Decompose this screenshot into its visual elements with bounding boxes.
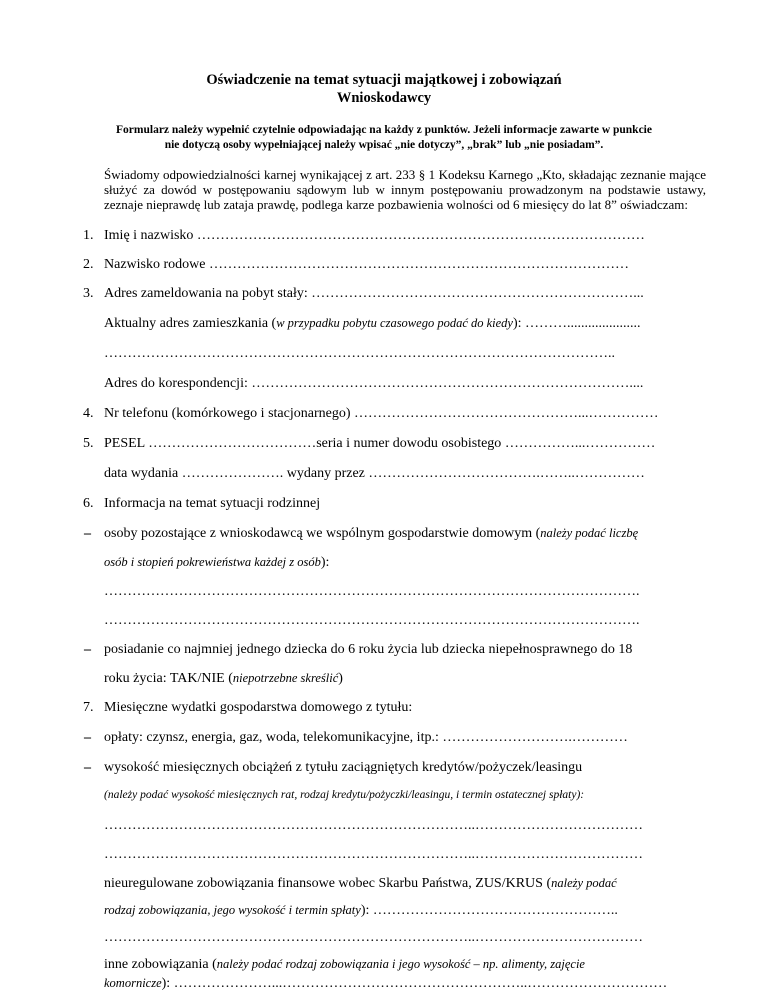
fill-dots-line[interactable]: ……………………………………………………………………………………………………. <box>104 584 640 599</box>
field-other-obligations-hint[interactable]: komornicze): …………………...……………………………………………..………………………… <box>104 976 668 991</box>
field-label: Imię i nazwisko <box>104 228 194 243</box>
document-subtitle: Wnioskodawcy <box>336 90 432 106</box>
field-household-members: osoby pozostające z wnioskodawcą we wspólnym gospodarstwie domowym (należy podać liczbę <box>104 526 639 541</box>
dash-bullet: – <box>84 642 91 657</box>
field-phone[interactable] <box>104 406 658 422</box>
item-number: 7. <box>83 700 94 715</box>
field-pesel-id[interactable] <box>104 436 655 452</box>
item-number: 5. <box>83 436 94 451</box>
item-number: 4. <box>83 406 94 421</box>
fill-dots: …………………. <box>181 466 284 481</box>
field-label: seria i numer dowodu osobistego <box>316 436 502 451</box>
fill-dots: …………………………………………...…………… <box>353 406 659 421</box>
fill-dots: ): ………..................... <box>512 316 641 331</box>
fill-dots-line[interactable]: ……………………………………………………………………………………………….. <box>104 346 615 361</box>
fill-dots-line[interactable]: ……………………………………………………………………..……………………………… <box>104 818 643 833</box>
field-children-question: posiadanie co najmniej jednego dziecka do 6 roku życia lub dziecka niepełnosprawnego do 18 <box>104 642 633 657</box>
declaration-paragraph: Świadomy odpowiedzialności karnej wynikającej z art. 233 § 1 Kodeksu Karnego „Kto, składając zeznanie mające służyć za dowód w postępowaniu sądowym lub w innym postępowaniu prowadzonym na podstawie ustawy, zeznaje nieprawdę lub zataja prawdę, podlega karze pozbawienia wolności od 6 miesięcy do lat 8” oświadczam: <box>104 167 706 212</box>
fill-dots: ……………...…………… <box>504 436 656 451</box>
field-maiden-name[interactable] <box>104 257 629 273</box>
field-label: Adres do korespondencji: <box>104 376 248 391</box>
document-title: Oświadczenie na temat sytuacji majątkowej i zobowiązań <box>206 72 562 88</box>
field-hint: niepotrzebne skreślić <box>232 671 339 685</box>
field-label: Aktualny adres zamieszkania ( <box>104 316 277 331</box>
field-label: wydany przez <box>286 466 365 481</box>
fill-dots-line[interactable]: ……………………………………………………………………..……………………………… <box>104 930 643 945</box>
item-number: 3. <box>83 286 94 301</box>
fill-dots: ……………………………………………………………………………… <box>208 257 629 272</box>
section-family-label: Informacja na temat sytuacji rodzinnej <box>104 496 321 511</box>
dash-bullet: – <box>84 730 91 745</box>
dash-bullet: – <box>84 526 91 541</box>
field-other-obligations: inne zobowiązania (należy podać rodzaj zobowiązania i jego wysokość – np. alimenty, zajęcie <box>104 957 585 972</box>
field-current-address[interactable] <box>104 316 641 332</box>
instruction-line-1: Formularz należy wypełnić czytelnie odpowiadając na każdy z punktów. Jeżeli informacje zawarte w punkcie <box>116 124 652 136</box>
field-state-liabilities-hint[interactable]: rodzaj zobowiązania, jego wysokość i termin spłaty): …………………………………………….. <box>104 903 618 918</box>
field-utility-fees[interactable] <box>104 730 628 746</box>
field-loan-obligations: wysokość miesięcznych obciążeń z tytułu zaciągniętych kredytów/pożyczek/leasingu <box>104 760 583 775</box>
field-permanent-address[interactable] <box>104 286 644 302</box>
field-correspondence-address[interactable] <box>104 376 643 392</box>
field-hint: w przypadku pobytu czasowego podać do kiedy <box>276 316 513 330</box>
field-hint: należy podać <box>551 876 617 890</box>
field-full-name[interactable] <box>104 228 645 244</box>
fill-dots: ……………………………….……..…………… <box>368 466 645 481</box>
fill-dots: ……………………………… <box>148 436 317 451</box>
field-hint: (należy podać wysokość miesięcznych rat, rodzaj kredytu/pożyczki/leasingu, i termin ostatecznej spłaty): <box>104 789 585 801</box>
fill-dots: ……………………………………………………………... <box>311 286 644 301</box>
field-label: data wydania <box>104 466 179 481</box>
fill-dots: ……………………………………………………………………….... <box>251 376 644 391</box>
fill-dots: …………………...……………………………………………..………………………… <box>173 976 668 991</box>
item-number: 6. <box>83 496 94 511</box>
fill-dots-line[interactable]: ……………………………………………………………………………………………………. <box>104 613 640 628</box>
field-household-hint: osób i stopień pokrewieństwa każdej z osób): <box>104 555 330 570</box>
field-label: opłaty: czynsz, energia, gaz, woda, telekomunikacyjne, itp.: <box>104 730 439 745</box>
field-state-liabilities: nieuregulowane zobowiązania finansowe wobec Skarbu Państwa, ZUS/KRUS (należy podać <box>104 876 617 891</box>
field-issue-date[interactable] <box>104 466 645 482</box>
section-expenses-label: Miesięczne wydatki gospodarstwa domowego z tytułu: <box>104 700 413 715</box>
field-hint: należy podać rodzaj zobowiązania i jego wysokość – np. alimenty, zajęcie <box>216 957 585 971</box>
fill-dots: …………………………………………………………………………………… <box>196 228 645 243</box>
dash-bullet: – <box>84 760 91 775</box>
fill-dots: ……………………….………… <box>442 730 628 745</box>
field-label: Nr telefonu (komórkowego i stacjonarnego) <box>104 406 351 421</box>
fill-dots: …………………………………………….. <box>372 903 618 918</box>
item-number: 2. <box>83 257 94 272</box>
instruction-line-2: nie dotyczą osoby wypełniającej należy wpisać „nie dotyczy”, „brak” lub „nie posiadam”. <box>164 139 604 151</box>
field-label: PESEL <box>104 436 145 451</box>
fill-dots-line[interactable]: ……………………………………………………………………..……………………………… <box>104 847 643 862</box>
field-children-answer[interactable]: roku życia: TAK/NIE (niepotrzebne skreślić) <box>104 671 343 686</box>
field-label: Adres zameldowania na pobyt stały: <box>104 286 308 301</box>
field-hint: należy podać liczbę <box>540 526 639 540</box>
field-label: Nazwisko rodowe <box>104 257 206 272</box>
item-number: 1. <box>83 228 94 243</box>
